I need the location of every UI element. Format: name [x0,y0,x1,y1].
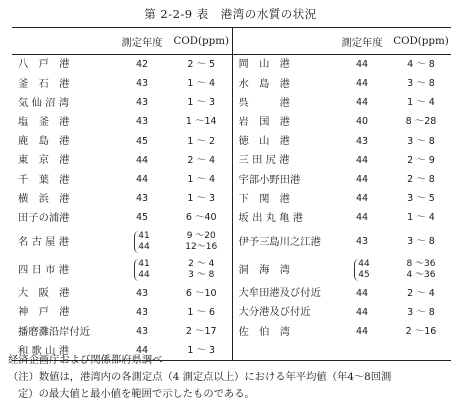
port-name: 水 島 港 [232,74,333,93]
cod-value: 2 ～ 4 [188,258,215,269]
survey-year: 45 [135,135,149,147]
header-row [12,28,451,55]
port-name: 田子の浦港 [18,211,70,224]
table-row [12,209,451,228]
cod-range: 2 ～ 8 [407,173,435,185]
table-row [12,151,451,170]
port-name: 三 田 尻 港 [232,151,333,170]
port-name: 神 戸 港 [18,306,70,319]
cod-value: 4 ～36 [406,269,436,280]
survey-year: 44 [355,58,369,70]
survey-year: 44 [135,154,149,166]
footnote-line-1: （注）数値は，港湾内の各測定点（4 測定点以上）における年平均値（年4～8回測 [8,371,392,383]
port-name: 釜 石 港 [18,77,70,90]
port-name: 坂 出 丸 亀 港 [232,209,333,228]
cod-range: 1 ～ 3 [187,193,216,205]
year-value: 45 [358,269,370,280]
survey-year [113,228,171,256]
cod-range: 2 ～ 4 [187,154,216,166]
survey-year: 45 [135,212,149,224]
cod-range: 4 ～ 8 [407,58,435,70]
survey-year: 44 [355,325,369,337]
cod-range: 3 ～ 5 [407,193,435,205]
table-row [12,132,451,151]
port-name: 東 京 港 [18,154,70,167]
survey-year: 40 [355,116,369,128]
survey-year: 43 [135,325,149,337]
cod-range: 1 ～ 4 [407,97,435,109]
cod-range [391,256,451,284]
source-note: 経済企画庁および関係都府県調べ [8,354,163,366]
cod-range: 2 ～17 [185,325,217,337]
cod-range: 2 ～ 5 [187,58,216,70]
footnote-line-2: 定）の最大値と最小値を範囲で示したものである。 [18,388,255,400]
port-name: 宇部小野田港 [232,170,333,189]
cod-value: 3 ～ 8 [188,269,215,280]
survey-year: 44 [355,212,369,224]
table-row [12,228,451,256]
cod-value: 12～16 [185,241,218,252]
port-name: 大 阪 港 [18,287,70,300]
survey-year: 43 [135,78,149,90]
cod-range: 1 ～ 2 [187,135,216,147]
port-name: 名 古 屋 港 [18,235,70,248]
port-name: 下 関 港 [232,189,333,208]
port-name: 岡 山 港 [232,55,333,75]
port-name: 塩 釜 港 [18,116,70,128]
port-name: 八 戸 港 [18,58,70,71]
cod-range: 2 ～ 4 [407,287,435,299]
cod-pair [185,231,217,253]
header-cod-right: COD(ppm) [393,35,449,47]
table-row [12,55,451,75]
year-pair [134,231,149,253]
survey-year: 44 [135,173,149,185]
port-name: 四 日 市 港 [18,263,70,276]
survey-year: 44 [355,306,369,318]
cod-range: 2 ～16 [405,325,437,337]
cod-value: 8 ～36 [406,258,436,269]
port-name: 横 浜 港 [18,192,70,205]
survey-year: 43 [135,306,149,318]
cod-range: 2 ～ 9 [407,154,435,166]
cod-range: 1 ～ 6 [187,306,216,318]
cod-pair [406,259,435,281]
port-name: 大分港及び付近 [232,303,333,322]
table-body [12,55,451,361]
year-value: 44 [138,241,150,252]
port-name: 千 葉 港 [18,173,70,186]
port-name: 岩 国 港 [232,113,333,132]
survey-year: 44 [355,154,369,166]
cod-range: 1 ～ 4 [187,173,216,185]
cod-pair [188,259,214,281]
survey-year: 44 [355,193,369,205]
water-quality-table [12,27,451,361]
cod-range: 6 ～40 [185,212,217,224]
table-title: 第 2-2-9 表 港湾の水質の状況 [144,7,317,21]
header-port-left [12,28,113,55]
table-row [12,113,451,132]
cod-range: 1 ～ 4 [407,212,435,224]
port-name: 播磨灘沿岸付近 [18,325,91,338]
header-year-left: 測定年度 [121,36,163,49]
table-row [12,256,451,284]
survey-year: 44 [355,78,369,90]
table-row [12,284,451,303]
port-name: 鹿 島 港 [18,135,70,148]
survey-year [113,256,171,284]
year-value: 41 [138,258,150,269]
cod-range: 8 ～28 [405,116,437,128]
year-pair [134,259,149,281]
survey-year: 43 [135,116,149,128]
survey-year: 44 [355,173,369,185]
cod-range [171,256,232,284]
survey-year: 43 [355,235,369,247]
cod-value: 9 ～20 [186,230,216,241]
port-name: 洞 海 湾 [232,256,333,284]
survey-year: 44 [135,345,149,357]
port-name: 呉 港 [232,93,333,112]
survey-year: 43 [135,193,149,205]
year-pair [354,259,369,281]
cod-range: 1 ～ 4 [187,78,216,90]
table-row [12,322,451,341]
cod-range: 3 ～ 8 [407,235,435,247]
port-name: 和 歌 山 港 [18,344,70,357]
cod-range [171,228,232,256]
port-name: 伊予三島川之江港 [232,228,333,256]
survey-year: 43 [355,135,369,147]
cod-range: 6 ～10 [185,287,217,299]
port-name: 大牟田港及び付近 [232,284,333,303]
survey-year: 43 [135,287,149,299]
survey-year [333,256,391,284]
survey-year: 44 [355,97,369,109]
port-name: 佐 伯 湾 [232,322,333,341]
cod-range: 1 ～ 3 [187,345,216,357]
year-value: 44 [138,269,150,280]
header-cod-left: COD(ppm) [173,35,230,47]
table-row [12,74,451,93]
cod-range: 3 ～ 8 [407,135,435,147]
year-value: 41 [138,230,150,241]
cod-range: 3 ～ 8 [407,78,435,90]
header-year-right: 測定年度 [341,36,383,49]
cod-range: 1 ～ 3 [187,97,216,109]
table-row [12,189,451,208]
table-row [12,93,451,112]
port-name: 徳 山 港 [232,132,333,151]
port-name: 気 仙 沼 湾 [18,96,70,109]
cod-range: 3 ～ 8 [407,306,435,318]
footer [8,352,456,403]
table-row [12,170,451,189]
cod-range: 1 ～14 [185,116,217,128]
survey-year: 44 [355,287,369,299]
survey-year: 42 [135,58,149,70]
survey-year: 43 [135,97,149,109]
year-value: 44 [358,258,370,269]
table-row [12,303,451,322]
header-port-right [232,28,333,55]
